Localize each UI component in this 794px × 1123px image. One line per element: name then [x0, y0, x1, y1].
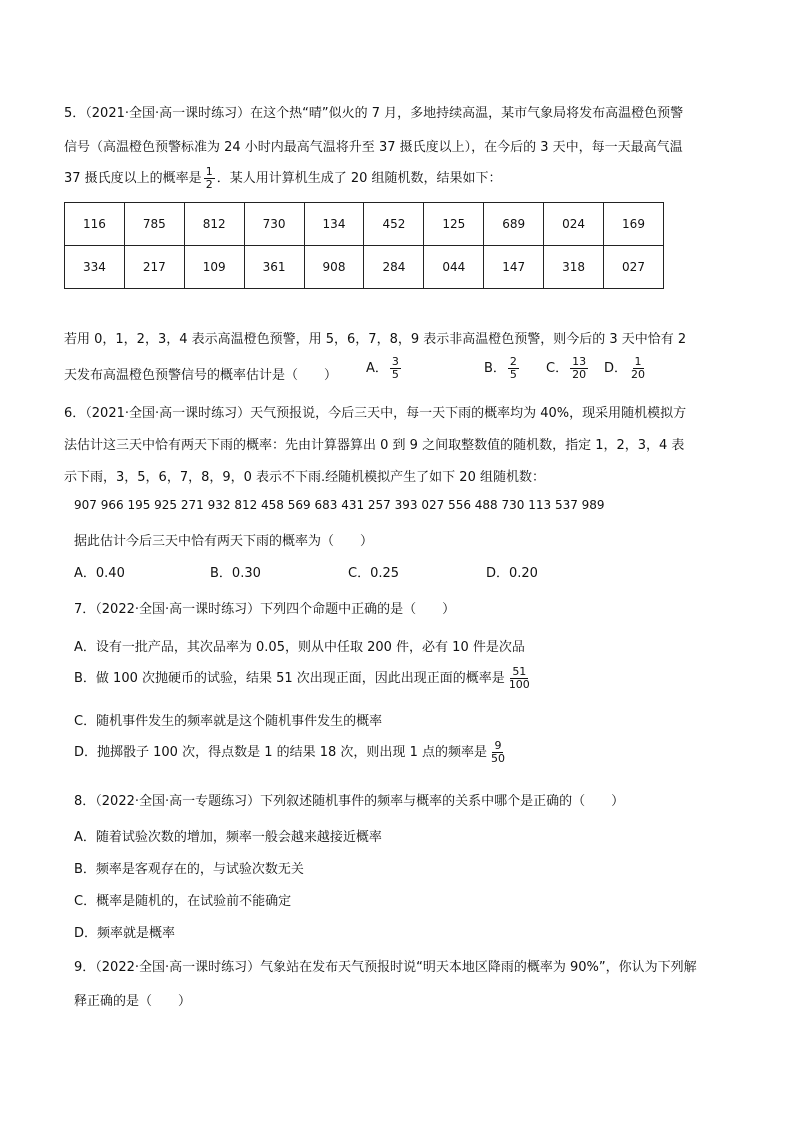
table-cell: 908: [304, 246, 364, 289]
table-cell: 785: [124, 203, 184, 246]
table-cell: 689: [484, 203, 544, 246]
table-cell: 116: [65, 203, 125, 246]
q9-line-1: 9．（2022·全国·高一课时练习）气象站在发布天气预报时说“明天本地区降雨的概率为 90%”，你认为下列解: [74, 960, 697, 975]
q7-stem: 7．（2022·全国·高一课时练习）下列四个命题中正确的是（ ）: [74, 602, 456, 617]
q5-option-c-label: C．: [546, 361, 569, 376]
table-cell: 147: [484, 246, 544, 289]
q9-line-2: 释正确的是（ ）: [74, 994, 192, 1009]
q5-option-c-denominator: 20: [572, 368, 587, 381]
q6-line-1: 6．（2021·全国·高一课时练习）天气预报说，今后三天中，每一天下雨的概率均为 40%，现采用随机模拟方: [64, 406, 687, 421]
table-cell: 024: [544, 203, 604, 246]
table-cell: 361: [244, 246, 304, 289]
q8-stem: 8．（2022·全国·高一专题练习）下列叙述随机事件的频率与概率的关系中哪个是正确的（ ）: [74, 794, 625, 809]
table-cell: 169: [604, 203, 664, 246]
table-cell: 452: [364, 203, 424, 246]
table-cell: 318: [544, 246, 604, 289]
q5-line-3-pre: 37 摄氏度以上的概率是: [64, 171, 202, 186]
q7-option-b: [74, 666, 534, 691]
table-cell: 730: [244, 203, 304, 246]
random-number-table: [64, 202, 664, 289]
q5-option-b-numerator: 2: [509, 355, 517, 368]
table-cell: 334: [65, 246, 125, 289]
q7-option-d-numerator: 9: [494, 739, 502, 752]
q7-option-b-numerator: 51: [512, 665, 527, 678]
q7-option-d-denominator: 50: [490, 752, 505, 765]
q6-random-numbers: 907 966 195 925 271 932 812 458 569 683 431 257 393 027 556 488 730 113 537 989: [74, 498, 605, 512]
q5-probability-numerator: 1: [205, 165, 213, 178]
table-cell: 027: [604, 246, 664, 289]
table-row: [65, 203, 664, 246]
table-cell: 812: [184, 203, 244, 246]
q5-option-a-label: A．: [366, 361, 388, 376]
q6-option-a: A．0.40: [74, 566, 125, 581]
q5-line-4: 若用 0，1，2，3，4 表示高温橙色预警，用 5，6，7，8，9 表示非高温橙色预警，则今后的 3 天中恰有 2: [64, 332, 687, 347]
q6-line-5: 据此估计今后三天中恰有两天下雨的概率为（ ）: [74, 534, 374, 549]
q5-line-3: [64, 166, 502, 191]
table-cell: 109: [184, 246, 244, 289]
q5-option-b-denominator: 5: [509, 368, 517, 381]
q7-option-b-text: B．做 100 次抛硬币的试验，结果 51 次出现正面，因此出现正面的概率是: [74, 671, 505, 686]
q5-option-c: [546, 356, 590, 381]
q7-option-b-denominator: 100: [508, 678, 530, 691]
table-cell: 134: [304, 203, 364, 246]
q8-option-d: D．频率就是概率: [74, 926, 176, 941]
q8-option-a: A．随着试验次数的增加，频率一般会越来越接近概率: [74, 830, 382, 845]
table-cell: 284: [364, 246, 424, 289]
table-cell: 217: [124, 246, 184, 289]
q5-option-a-numerator: 3: [391, 355, 399, 368]
q5-line-5: 天发布高温橙色预警信号的概率估计是（ ）: [64, 368, 338, 383]
q5-option-c-numerator: 13: [572, 355, 587, 368]
q6-line-3: 示下雨，3，5，6，7，8，9，0 表示不下雨.经随机模拟产生了如下 20 组随机数：: [64, 470, 545, 485]
q5-option-d-denominator: 20: [631, 368, 646, 381]
q8-option-c: C．概率是随机的，在试验前不能确定: [74, 894, 292, 909]
table-cell: 125: [424, 203, 484, 246]
q7-option-c: C．随机事件发生的频率就是这个随机事件发生的概率: [74, 714, 383, 729]
q5-line-1: 5．（2021·全国·高一课时练习）在这个热“晴”似火的 7 月，多地持续高温，某市气象局将发布高温橙色预警: [64, 106, 684, 121]
q5-option-d: [604, 356, 649, 381]
q7-option-d-text: D．抛掷骰子 100 次，得点数是 1 的结果 18 次，则出现 1 点的频率是: [74, 745, 487, 760]
q7-option-a: A．设有一批产品，其次品率为 0.05，则从中任取 200 件，必有 10 件是次品: [74, 640, 525, 655]
q6-line-2: 法估计这三天中恰有两天下雨的概率：先由计算器算出 0 到 9 之间取整数值的随机数，指定 1，2，3，4 表: [64, 438, 685, 453]
q6-option-c: C．0.25: [348, 566, 400, 581]
q5-option-d-label: D．: [604, 361, 628, 376]
q5-option-b: [484, 356, 521, 381]
q5-line-3-post: ．某人用计算机生成了 20 组随机数，结果如下：: [216, 171, 502, 186]
q5-option-a-denominator: 5: [391, 368, 399, 381]
table-row: [65, 246, 664, 289]
q6-option-d: D．0.20: [486, 566, 538, 581]
q7-option-d: [74, 740, 509, 765]
q5-option-b-label: B．: [484, 361, 506, 376]
q5-probability-denominator: 2: [205, 178, 213, 191]
table-cell: 044: [424, 246, 484, 289]
q5-line-2: 信号（高温橙色预警标准为 24 小时内最高气温将升至 37 摄氏度以上），在今后的 3 天中，每一天最高气温: [64, 140, 683, 155]
q8-option-b: B．频率是客观存在的，与试验次数无关: [74, 862, 304, 877]
q5-probability-fraction: [204, 166, 215, 191]
q6-option-b: B．0.30: [210, 566, 261, 581]
q5-option-a: [366, 356, 403, 381]
q5-option-d-numerator: 1: [634, 355, 642, 368]
